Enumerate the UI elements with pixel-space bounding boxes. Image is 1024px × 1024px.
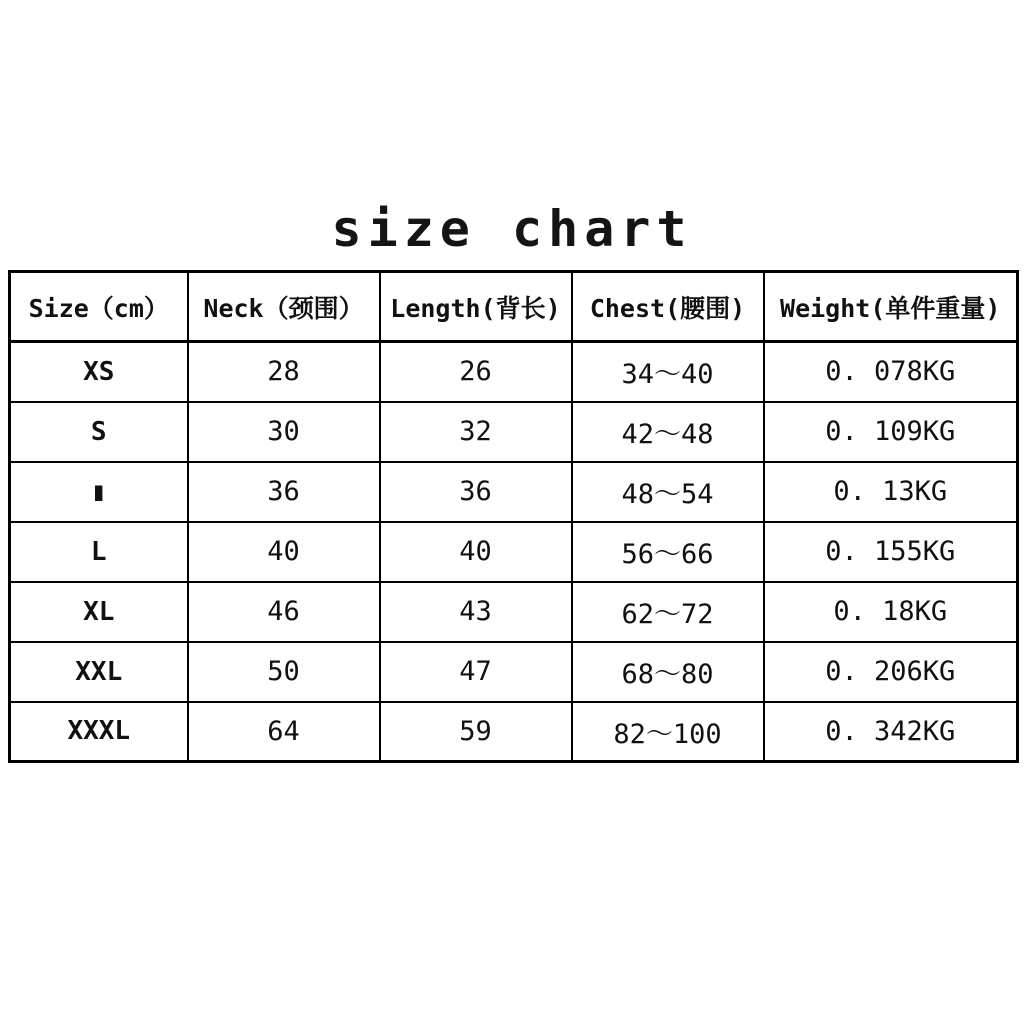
cell-chest: 42～48 xyxy=(572,402,764,462)
cell-weight: 0. 155KG xyxy=(764,522,1018,582)
table-row-xs xyxy=(10,342,1018,402)
cell-weight: 0. 109KG xyxy=(764,402,1018,462)
page-title: size chart xyxy=(331,200,693,258)
cell-length: 36 xyxy=(380,462,572,522)
cell-chest: 68～80 xyxy=(572,642,764,702)
cell-neck: 36 xyxy=(188,462,380,522)
cell-length: 59 xyxy=(380,702,572,762)
cell-weight: 0. 078KG xyxy=(764,342,1018,402)
cell-size: ▮ xyxy=(10,462,188,522)
table-row-l xyxy=(10,522,1018,582)
table-row-xxxl xyxy=(10,702,1018,762)
cell-neck: 30 xyxy=(188,402,380,462)
cell-length: 40 xyxy=(380,522,572,582)
cell-chest: 48～54 xyxy=(572,462,764,522)
cell-size: XXL xyxy=(10,642,188,702)
cell-chest: 82～100 xyxy=(572,702,764,762)
cell-length: 32 xyxy=(380,402,572,462)
table-row-m xyxy=(10,462,1018,522)
cell-neck: 40 xyxy=(188,522,380,582)
cell-weight: 0. 342KG xyxy=(764,702,1018,762)
cell-length: 26 xyxy=(380,342,572,402)
cell-length: 47 xyxy=(380,642,572,702)
column-header-size: Size（cm） xyxy=(10,272,188,342)
table-row-xxl xyxy=(10,642,1018,702)
header-row xyxy=(10,272,1018,342)
cell-weight: 0. 206KG xyxy=(764,642,1018,702)
table-row-xl xyxy=(10,582,1018,642)
cell-size: XL xyxy=(10,582,188,642)
cell-chest: 34～40 xyxy=(572,342,764,402)
cell-weight: 0. 13KG xyxy=(764,462,1018,522)
cell-neck: 28 xyxy=(188,342,380,402)
size-chart-table xyxy=(8,270,1019,763)
cell-size: XXXL xyxy=(10,702,188,762)
cell-weight: 0. 18KG xyxy=(764,582,1018,642)
cell-length: 43 xyxy=(380,582,572,642)
table-row-s xyxy=(10,402,1018,462)
cell-size: L xyxy=(10,522,188,582)
cell-size: XS xyxy=(10,342,188,402)
cell-neck: 50 xyxy=(188,642,380,702)
cell-chest: 56～66 xyxy=(572,522,764,582)
column-header-weight: Weight(单件重量) xyxy=(764,272,1018,342)
column-header-neck: Neck（颈围） xyxy=(188,272,380,342)
cell-chest: 62～72 xyxy=(572,582,764,642)
cell-neck: 64 xyxy=(188,702,380,762)
column-header-chest: Chest(腰围) xyxy=(572,272,764,342)
cell-neck: 46 xyxy=(188,582,380,642)
cell-size: S xyxy=(10,402,188,462)
column-header-length: Length(背长) xyxy=(380,272,572,342)
